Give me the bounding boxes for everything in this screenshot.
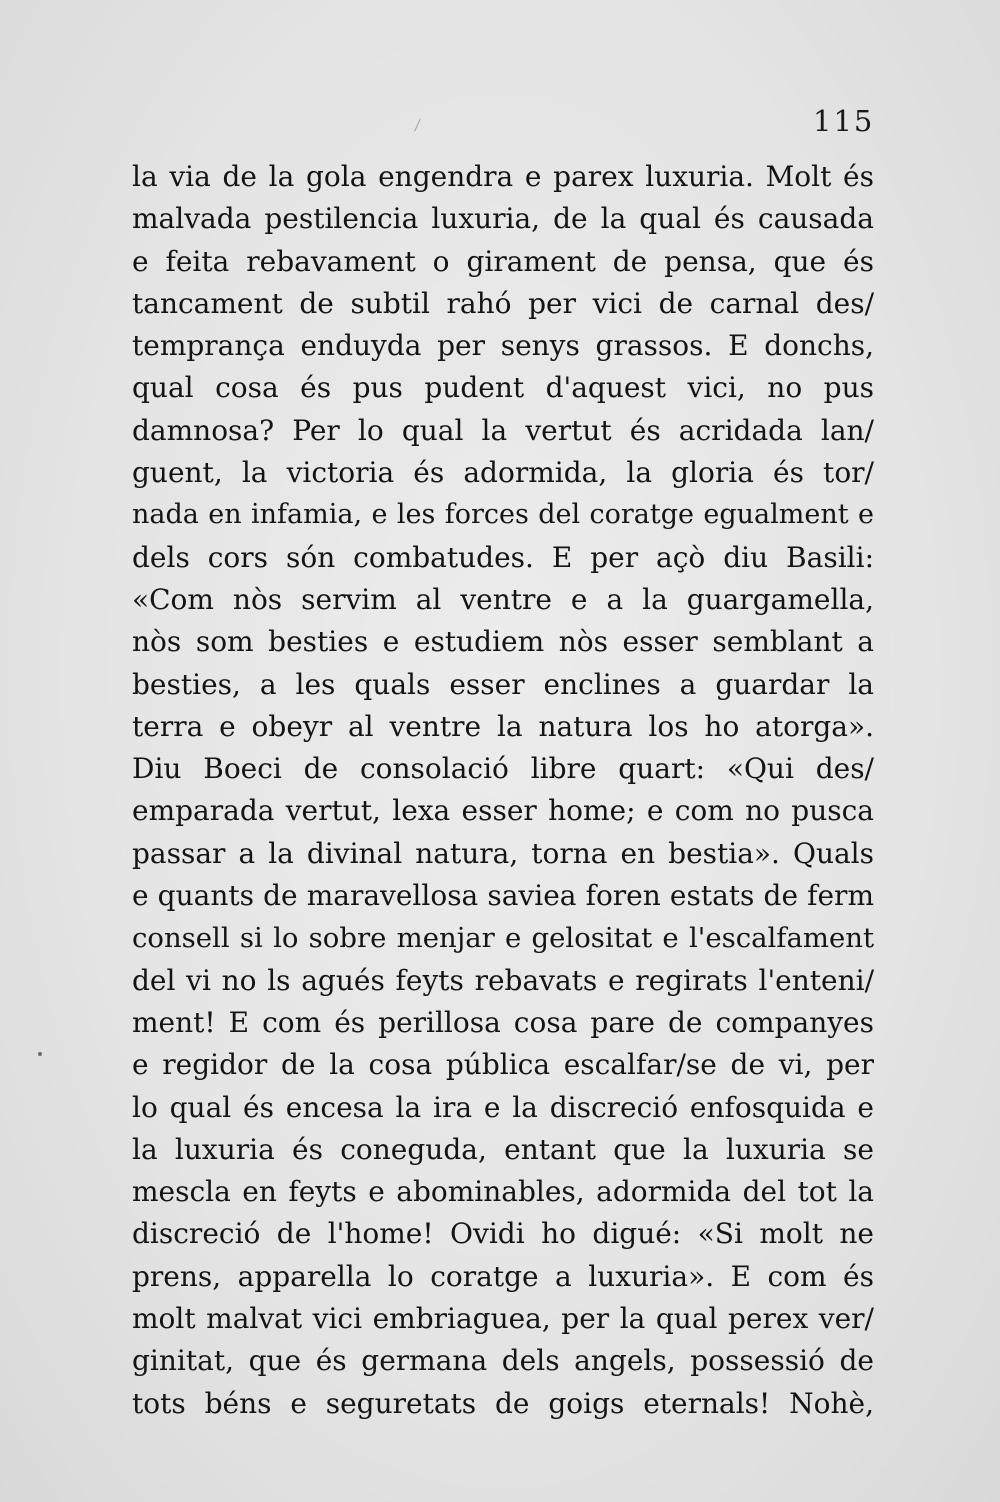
text-line: terra e obeyr al ventre la natura los ho atorga».	[132, 709, 874, 743]
text-line: tancament de subtil rahó per vici de carnal des/	[132, 286, 874, 320]
text-line: la luxuria és coneguda, entant que la luxuria se	[132, 1132, 874, 1166]
text-line: nada en infamia, e les forces del coratge egualment e	[132, 499, 874, 531]
text-line: dels cors són combatudes. E per açò diu Basili:	[132, 540, 874, 574]
text-line: la via de la gola engendra e parex luxuria. Molt és	[132, 160, 874, 193]
text-line: e quants de maravellosa saviea foren estats de ferm	[132, 879, 874, 913]
text-line: consell si lo sobre menjar e gelositat e l'escalfament	[132, 922, 874, 955]
text-line: passar a la divinal natura, torna en bestia». Quals	[132, 836, 874, 870]
text-line: Diu Boeci de consolació libre quart: «Qui des/	[132, 752, 874, 786]
body-text	[132, 156, 874, 1425]
text-line: qual cosa és pus pudent d'aquest vici, no pus	[132, 371, 874, 405]
text-line: temprança enduyda per senys grassos. E donchs,	[132, 329, 874, 363]
text-line: ment! E com és perillosa cosa pare de companyes	[132, 1005, 874, 1039]
text-line: guent, la victoria és adormida, la gloria és tor/	[132, 456, 874, 490]
text-line: discreció de l'home! Ovidi ho digué: «Si molt ne	[132, 1217, 874, 1251]
text-line: e feita rebavament o girament de pensa, que és	[132, 244, 874, 278]
text-line: malvada pestilencia luxuria, de la qual és causada	[132, 202, 874, 236]
text-line: besties, a les quals esser enclines a guardar la	[132, 667, 874, 701]
text-line: nòs som besties e estudiem nòs esser semblant a	[132, 625, 874, 659]
text-line: emparada vertut, lexa esser home; e com no pusca	[132, 794, 874, 828]
text-line: prens, apparella lo coratge a luxuria». E com és	[132, 1259, 874, 1293]
text-line: del vi no ls agués feyts rebavats e regirats l'enteni/	[132, 963, 874, 997]
text-line: lo qual és encesa la ira e la discreció enfosquida e	[132, 1090, 874, 1124]
text-line: tots béns e seguretats de goigs eternals! Nohè,	[132, 1386, 874, 1420]
text-line: molt malvat vici embriaguea, per la qual perex ver/	[132, 1302, 874, 1336]
text-line: «Com nòs servim al ventre e a la guargamella,	[132, 582, 874, 616]
page-number: 115	[813, 104, 875, 138]
text-line: e regidor de la cosa pública escalfar/se de vi, per	[132, 1048, 874, 1082]
text-line: mescla en feyts e abominables, adormida del tot la	[132, 1175, 874, 1209]
paper-mark	[414, 118, 421, 131]
text-line: damnosa? Per lo qual la vertut és acridada lan/	[132, 413, 874, 447]
paper-speck	[38, 1052, 42, 1056]
text-line: ginitat, que és germana dels angels, possessió de	[132, 1344, 874, 1378]
